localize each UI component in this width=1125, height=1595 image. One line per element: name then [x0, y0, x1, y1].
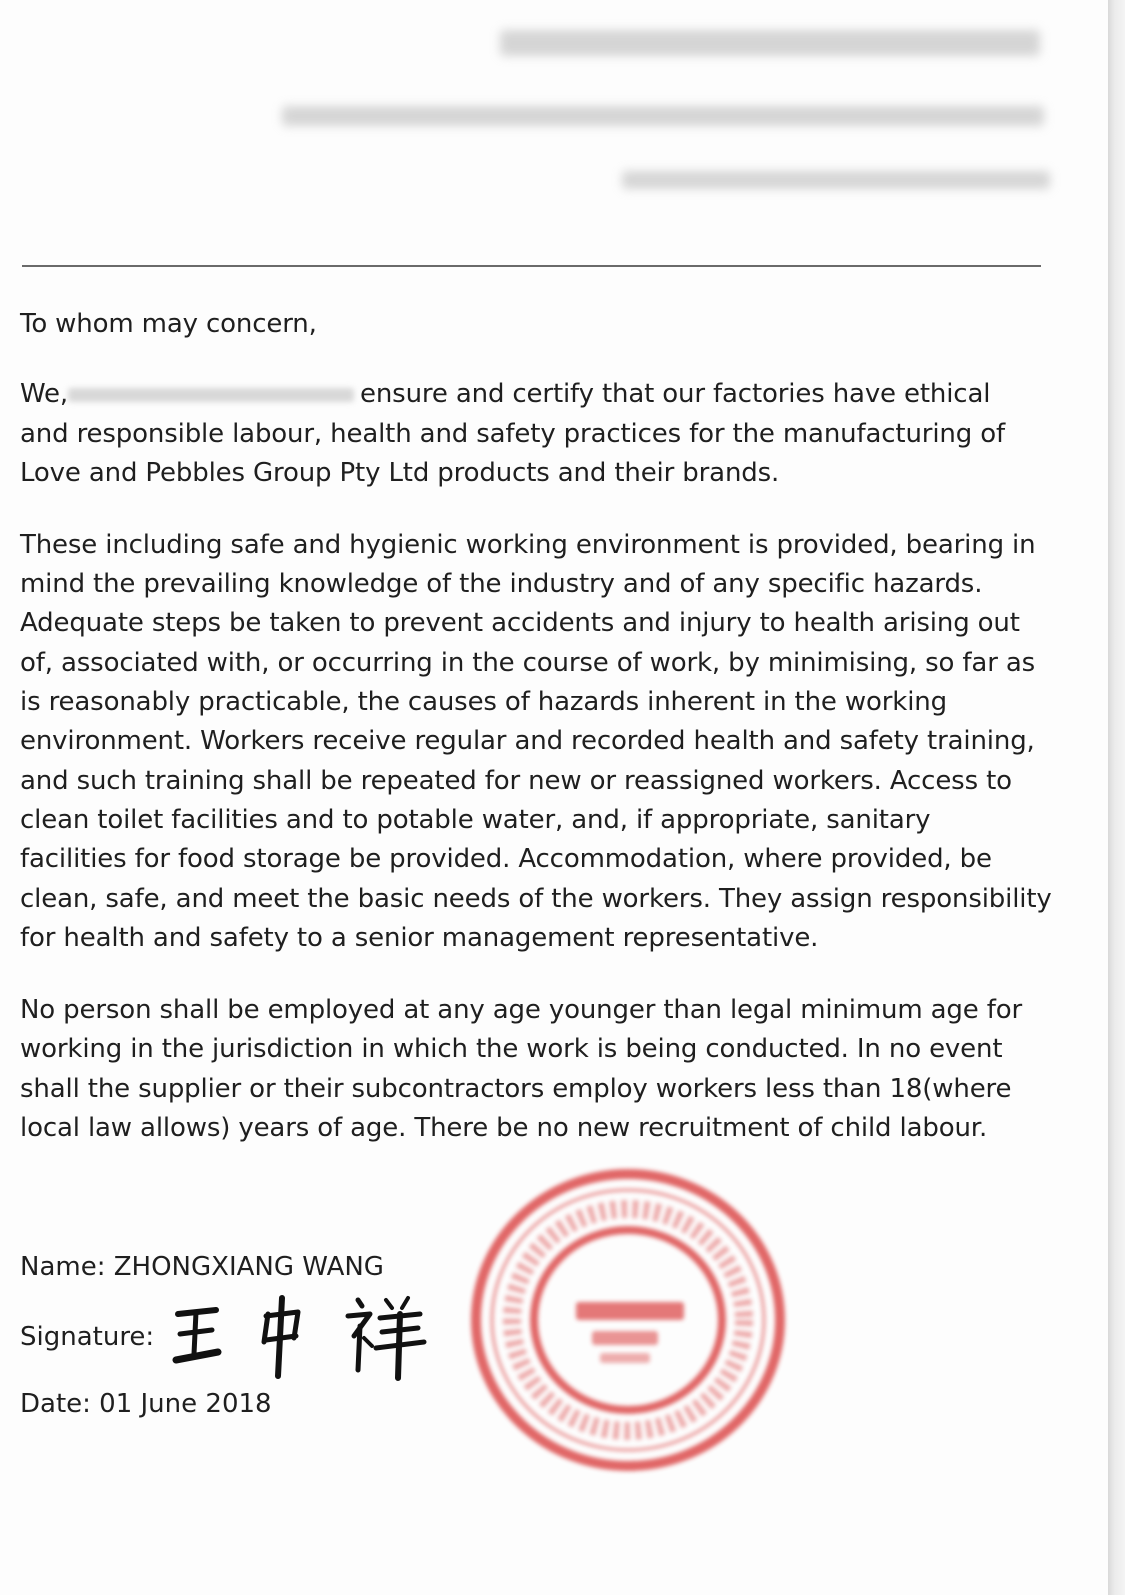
paragraph-2-line-11: for health and safety to a senior management representative.: [20, 923, 819, 953]
redacted-company-contact: [622, 171, 1050, 189]
letterhead-divider: [22, 265, 1041, 267]
paragraph-1-line-1-text: ensure and certify that our factories have ethical: [360, 379, 991, 409]
paragraph-3-line-4: local law allows) years of age. There be no new recruitment of child labour.: [20, 1113, 988, 1143]
paragraph-2-line-9: facilities for food storage be provided. Accommodation, where provided, be: [20, 844, 992, 874]
salutation: To whom may concern,: [20, 309, 317, 339]
paragraph-2-line-4: of, associated with, or occurring in the course of work, by minimising, so far as: [20, 648, 1036, 678]
signature-label: Signature:: [20, 1322, 155, 1352]
name-line: Name: ZHONGXIANG WANG: [20, 1252, 384, 1282]
redacted-company-name: [500, 30, 1040, 56]
company-seal-stamp: [468, 1165, 788, 1475]
paragraph-2-line-3: Adequate steps be taken to prevent accidents and injury to health arising out: [20, 608, 1020, 638]
paragraph-2-line-10: clean, safe, and meet the basic needs of the workers. They assign responsibility: [20, 884, 1052, 914]
we-word: We,: [20, 379, 68, 409]
redacted-company-address: [282, 106, 1044, 126]
paragraph-2-line-1: These including safe and hygienic working environment is provided, bearing in: [20, 530, 1036, 560]
redacted-company-inline: [68, 388, 354, 402]
date-line: Date: 01 June 2018: [20, 1389, 272, 1419]
paragraph-2-line-6: environment. Workers receive regular and recorded health and safety training,: [20, 726, 1035, 756]
paragraph-2-line-2: mind the prevailing knowledge of the industry and of any specific hazards.: [20, 569, 983, 599]
paragraph-2-line-5: is reasonably practicable, the causes of hazards inherent in the working: [20, 687, 947, 717]
paragraph-3-line-2: working in the jurisdiction in which the work is being conducted. In no event: [20, 1034, 1003, 1064]
paragraph-2-line-8: clean toilet facilities and to potable water, and, if appropriate, sanitary: [20, 805, 931, 835]
paragraph-2-line-7: and such training shall be repeated for new or reassigned workers. Access to: [20, 766, 1012, 796]
paragraph-1-line-1: [20, 379, 990, 409]
paragraph-3-line-1: No person shall be employed at any age younger than legal minimum age for: [20, 995, 1023, 1025]
paragraph-1-line-3: Love and Pebbles Group Pty Ltd products and their brands.: [20, 458, 780, 488]
paragraph-3-line-3: shall the supplier or their subcontractors employ workers less than 18(where: [20, 1074, 1012, 1104]
paragraph-1-line-2: and responsible labour, health and safety practices for the manufacturing of: [20, 419, 1005, 449]
page-edge-shadow: [1108, 0, 1125, 1595]
handwritten-signature: [172, 1294, 432, 1384]
